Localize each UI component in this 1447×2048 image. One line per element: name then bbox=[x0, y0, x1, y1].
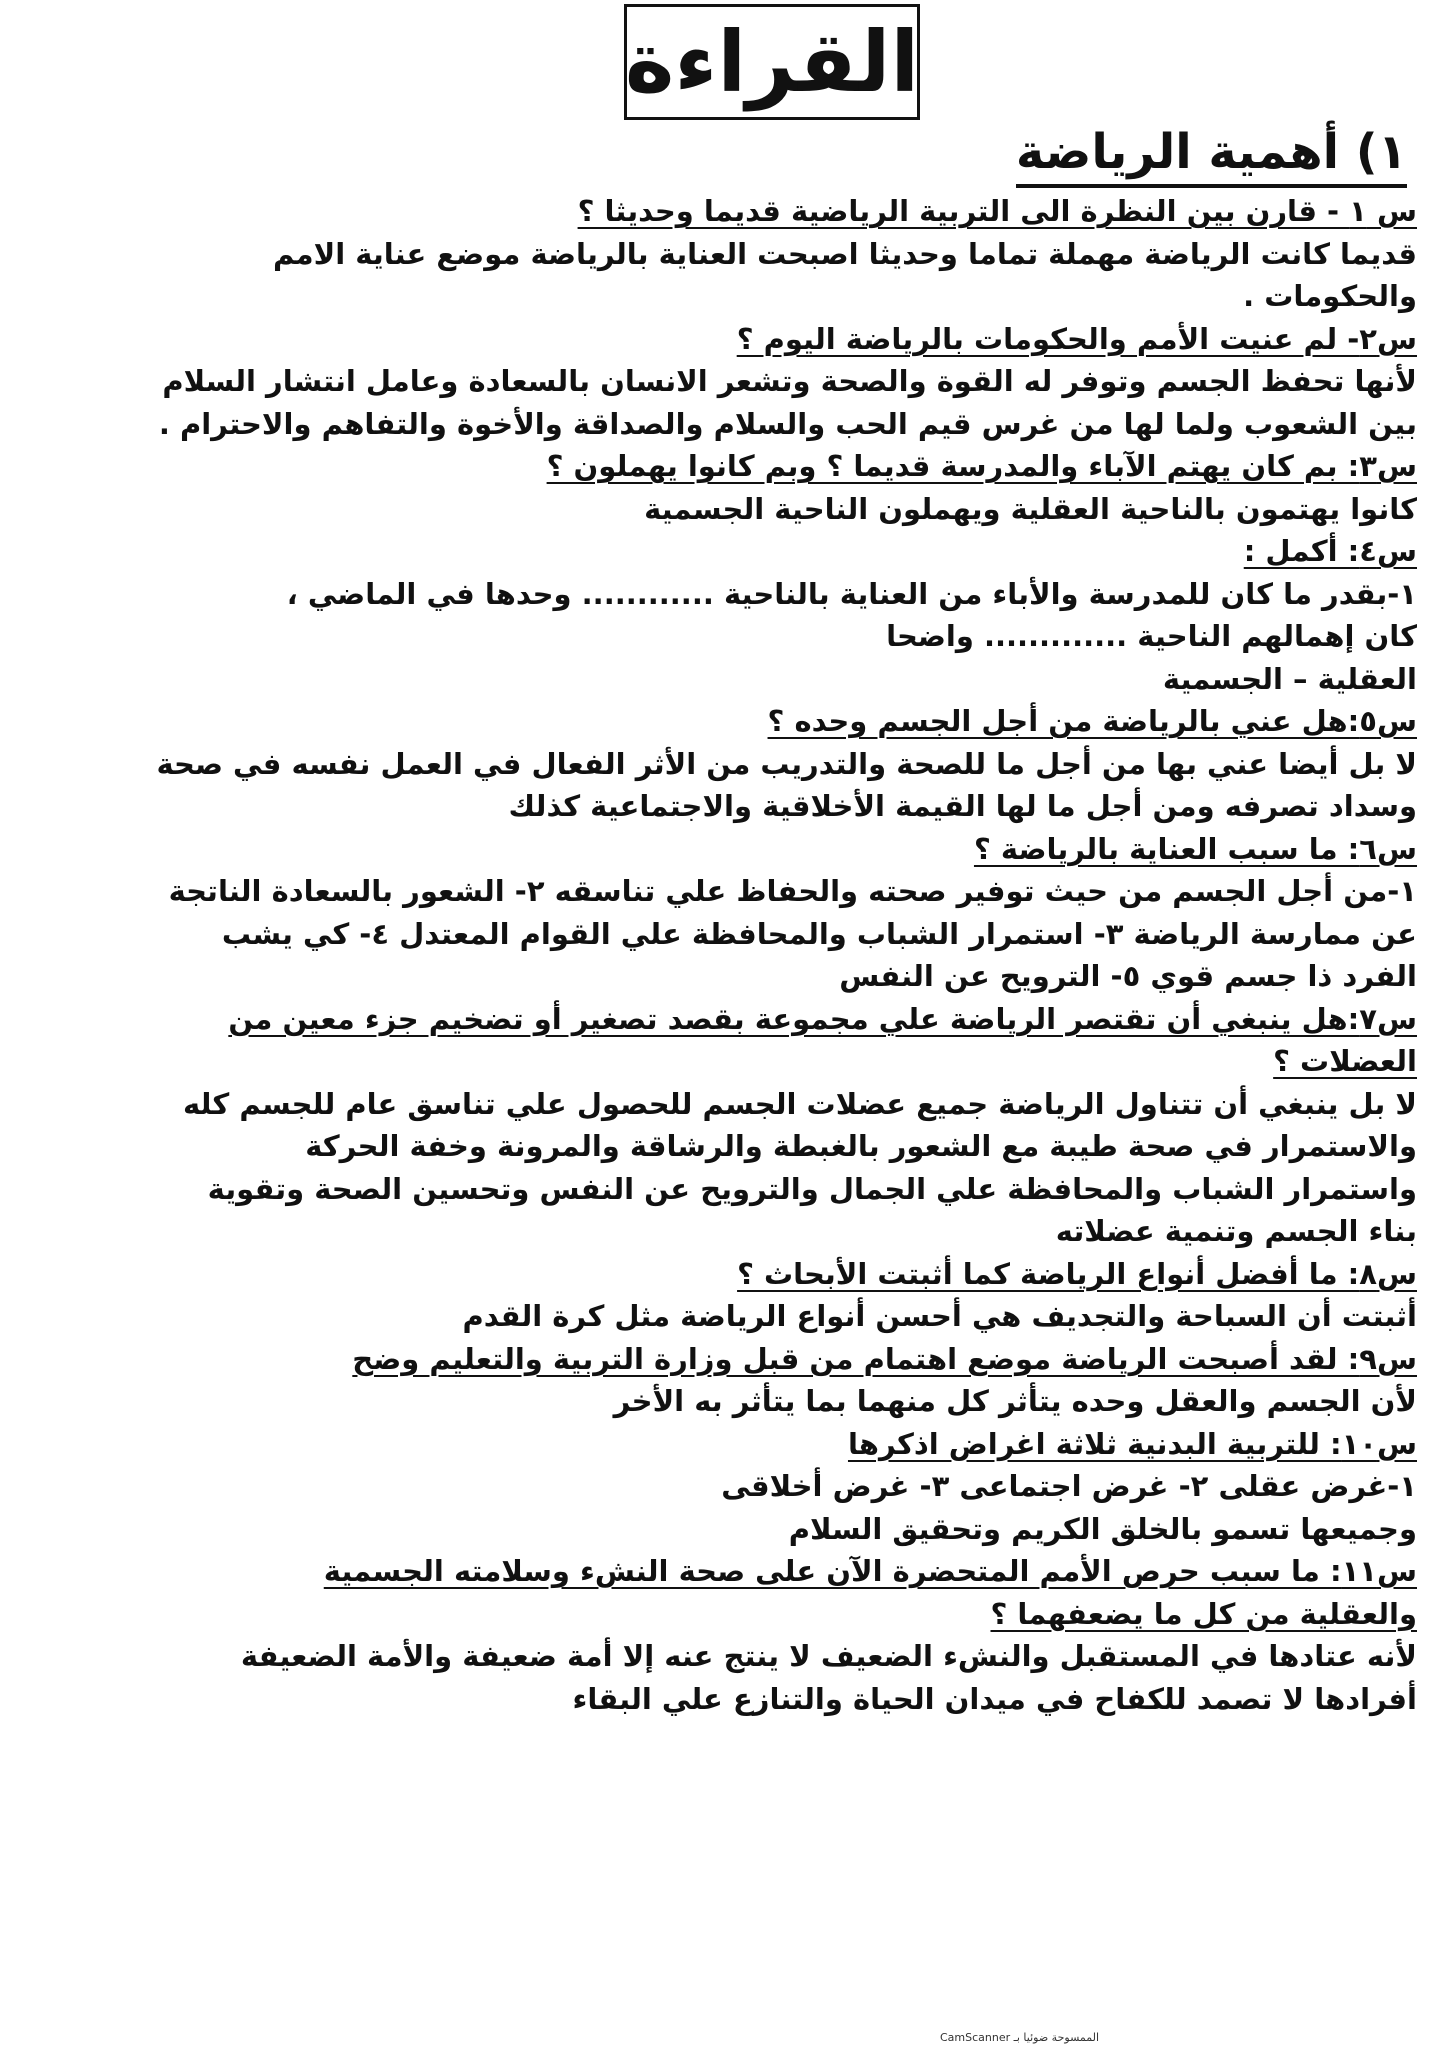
answer-line: عن ممارسة الرياضة ٣- استمرار الشباب والمحافظة علي القوام المعتدل ٤- كي يشب bbox=[221, 916, 1417, 951]
answer-line: والاستمرار في صحة طيبة مع الشعور بالغبطة والرشاقة والمرونة وخفة الحركة bbox=[305, 1129, 1417, 1163]
section-heading: ١) أهمية الرياضة bbox=[1016, 124, 1407, 188]
answer-line: بين الشعوب ولما لها من غرس قيم الحب والسلام والصداقة والأخوة والتفاهم والاحترام . bbox=[158, 406, 1417, 441]
answer-line: لا بل أيضا عني بها من أجل ما للصحة والتدريب من الأثر الفعال في العمل نفسه في صحة bbox=[156, 746, 1417, 781]
answer-line: واستمرار الشباب والمحافظة علي الجمال والترويح عن النفس وتحسين الصحة وتقوية bbox=[207, 1171, 1417, 1206]
answer-line: وجميعها تسمو بالخلق الكريم وتحقيق السلام bbox=[788, 1511, 1417, 1546]
answer-line: ١-بقدر ما كان للمدرسة والأباء من العناية بالناحية ............ وحدها في الماضي ، bbox=[286, 576, 1417, 611]
answer-line: والحكومات . bbox=[1243, 279, 1417, 313]
question-line: والعقلية من كل ما يضعفهما ؟ bbox=[990, 1596, 1417, 1631]
question-line: س٩: لقد أصبحت الرياضة موضع اهتمام من قبل وزارة التربية والتعليم وضح bbox=[352, 1341, 1417, 1376]
answer-line: ١-غرض عقلى ٢- غرض اجتماعى ٣- غرض أخلاقى bbox=[721, 1469, 1417, 1503]
question-line: س٣: بم كان يهتم الآباء والمدرسة قديما ؟ وبم كانوا يهملون ؟ bbox=[546, 449, 1417, 483]
question-line: س١٠: للتربية البدنية ثلاثة اغراض اذكرها bbox=[847, 1426, 1417, 1461]
answer-line: لأن الجسم والعقل وحده يتأثر كل منهما بما يتأثر به الأخر bbox=[613, 1384, 1417, 1418]
question-line: س٥:هل عني بالرياضة من أجل الجسم وحده ؟ bbox=[767, 704, 1417, 738]
answer-line: كان إهمالهم الناحية ............. واضحا bbox=[886, 619, 1417, 653]
answer-line: العقلية – الجسمية bbox=[1162, 661, 1417, 696]
answer-line: ١-من أجل الجسم من حيث توفير صحته والحفاظ علي تناسقه ٢- الشعور بالسعادة الناتجة bbox=[168, 874, 1417, 908]
answer-line: وسداد تصرفه ومن أجل ما لها القيمة الأخلاقية والاجتماعية كذلك bbox=[508, 789, 1417, 823]
answer-line: لا بل ينبغي أن تتناول الرياضة جميع عضلات الجسم للحصول علي تناسق عام للجسم كله bbox=[182, 1086, 1417, 1121]
answer-line: بناء الجسم وتنمية عضلاته bbox=[1055, 1214, 1417, 1248]
scanner-footer: الممسوحة ضوئيا بـ CamScanner bbox=[940, 2031, 1100, 2044]
question-line: س٢- لم عنيت الأمم والحكومات بالرياضة اليوم ؟ bbox=[736, 321, 1417, 356]
answer-line: أفرادها لا تصمد للكفاح في ميدان الحياة والتنازع علي البقاء bbox=[572, 1681, 1417, 1716]
question-line: س١١: ما سبب حرص الأمم المتحضرة الآن على صحة النشء وسلامته الجسمية bbox=[323, 1554, 1417, 1588]
question-line: س٨: ما أفضل أنواع الرياضة كما أثبتت الأبحاث ؟ bbox=[737, 1256, 1417, 1291]
answer-line: لأنها تحفظ الجسم وتوفر له القوة والصحة وتشعر الانسان بالسعادة وعامل انتشار السلام bbox=[162, 364, 1417, 398]
question-line: س٧:هل ينبغي أن تقتصر الرياضة علي مجموعة بقصد تصغير أو تضخيم جزء معين من bbox=[228, 1001, 1417, 1036]
answer-line: قديما كانت الرياضة مهملة تماما وحديثا اصبحت العناية بالرياضة موضع عناية الامم bbox=[272, 236, 1417, 271]
answer-line: لأنه عتادها في المستقبل والنشء الضعيف لا ينتج عنه إلا أمة ضعيفة والأمة الضعيفة bbox=[240, 1639, 1417, 1673]
page-title: القراءة bbox=[624, 4, 920, 120]
answer-line: أثبتت أن السباحة والتجديف هي أحسن أنواع الرياضة مثل كرة القدم bbox=[462, 1299, 1417, 1333]
question-line: س٦: ما سبب العناية بالرياضة ؟ bbox=[973, 831, 1417, 866]
answer-line: كانوا يهتمون بالناحية العقلية ويهملون الناحية الجسمية bbox=[644, 491, 1417, 526]
question-line: س ١ - قارن بين النظرة الى التربية الرياضية قديما وحديثا ؟ bbox=[577, 194, 1417, 228]
answer-line: الفرد ذا جسم قوي ٥- الترويح عن النفس bbox=[839, 959, 1417, 993]
question-line: س٤: أكمل : bbox=[1243, 534, 1417, 568]
questions-list bbox=[156, 190, 1417, 1720]
question-line: العضلات ؟ bbox=[1273, 1044, 1417, 1078]
